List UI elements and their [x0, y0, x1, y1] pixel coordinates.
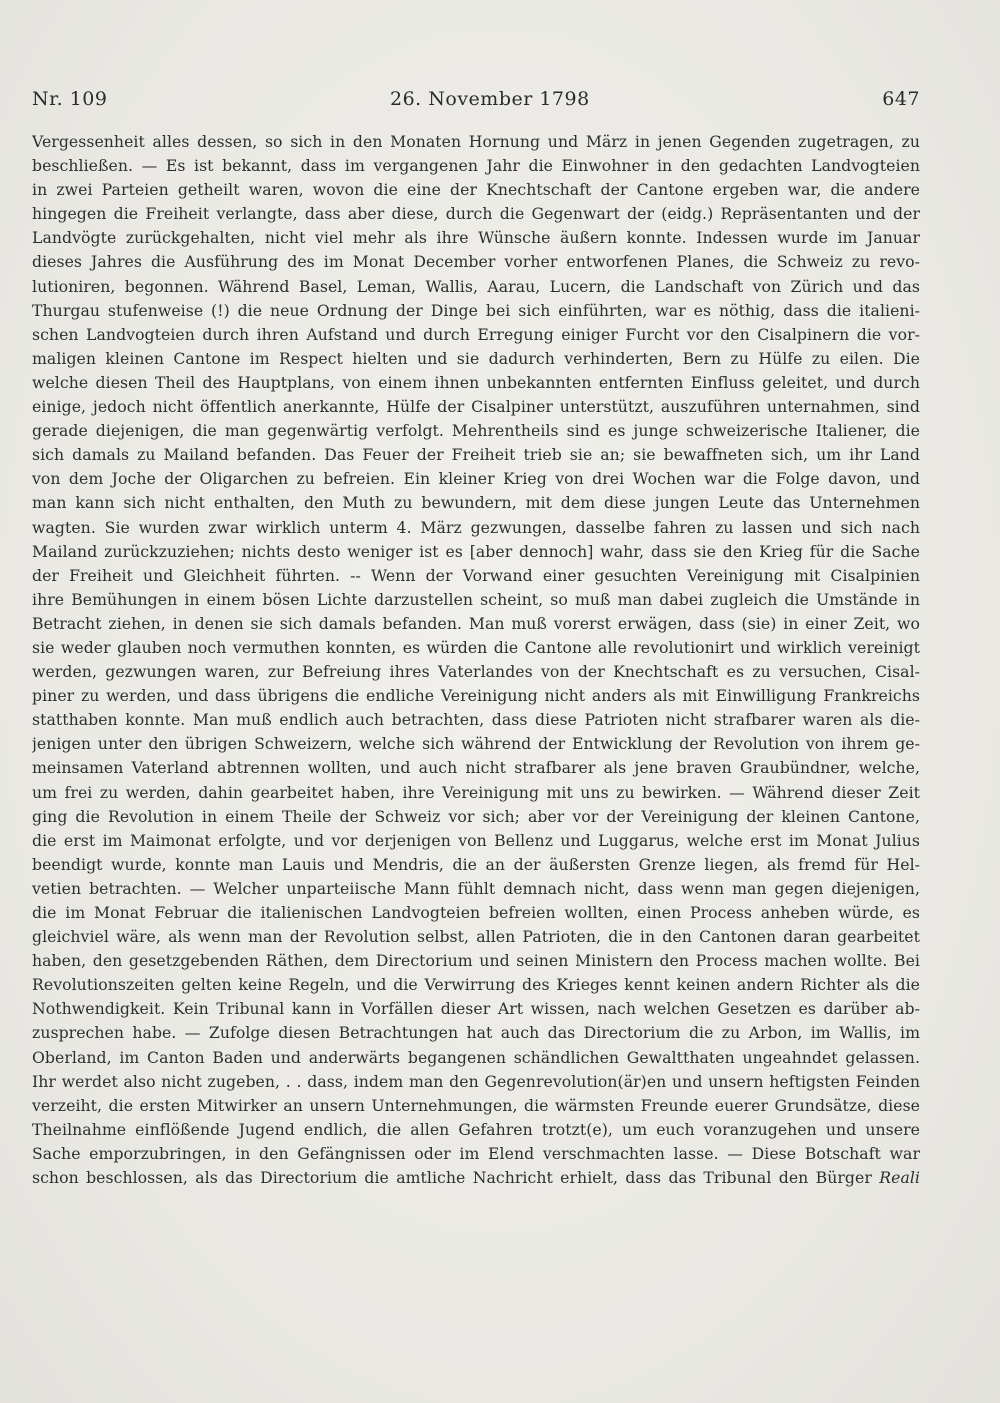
text-line [32, 564, 920, 588]
text-line-content: Ihr werdet also nicht zugeben, . . dass, indem man den Gegenrevolution(är)en und unsern heftigsten Feinden [32, 1071, 920, 1091]
text-line-content: vetien betrachten. — Welcher unparteiische Mann fühlt demnach nicht, dass wenn man gegen diejenigen, [32, 878, 920, 898]
text-line-content: gleichviel wäre, als wenn man der Revolution selbst, allen Patrioten, die in den Cantonen daran gearbeitet [32, 927, 920, 947]
text-line [32, 588, 920, 612]
text-line-content: ging die Revolution in einem Theile der Schweiz vor sich; aber vor der Vereinigung der kleinen Cantone, [32, 806, 920, 826]
text-line-content: beendigt wurde, konnte man Lauis und Mendris, die an der äußersten Grenze liegen, als fremd für Hel- [32, 854, 920, 874]
text-line-content: lutioniren, begonnen. Während Basel, Leman, Wallis, Aarau, Lucern, die Landschaft von Zürich und das [32, 276, 920, 296]
text-line [32, 371, 920, 395]
text-line [32, 732, 920, 756]
text-line [32, 853, 920, 877]
document-date: 26. November 1798 [390, 88, 590, 110]
page-header [32, 88, 920, 118]
text-line-content: Sache emporzubringen, in den Gefängnissen oder im Elend verschmachten lasse. — Diese Botschaft war [32, 1143, 920, 1163]
text-line-content: piner zu werden, und dass übrigens die endliche Vereinigung nicht anders als mit Einwilligung Frankreichs [32, 686, 920, 706]
text-line [32, 1166, 920, 1190]
text-line [32, 419, 920, 443]
text-line [32, 877, 920, 901]
text-line-content: schen Landvogteien durch ihren Aufstand und durch Erregung einiger Furcht vor den Cisalpinern die vor- [32, 324, 920, 344]
text-line [32, 829, 920, 853]
text-line [32, 684, 920, 708]
text-line-content: der Freiheit und Gleichheit führten. -- Wenn der Vorwand einer gesuchten Vereinigung mit Cisalpinien [32, 565, 920, 585]
text-line-content: werden, gezwungen waren, zur Befreiung ihres Vaterlandes von der Knechtschaft es zu versuchen, Cisal- [32, 662, 920, 682]
text-line-content: dieses Jahres die Ausführung des im Monat December vorher entworfenen Planes, die Schweiz zu revo- [32, 252, 920, 272]
text-line [32, 299, 920, 323]
text-line [32, 1021, 920, 1045]
text-line [32, 612, 920, 636]
text-line-content: Theilnahme einflößende Jugend endlich, die allen Gefahren trotzt(e), um euch voranzugehen und unsere [32, 1119, 920, 1139]
text-line [32, 660, 920, 684]
text-line [32, 1142, 920, 1166]
text-line [32, 443, 920, 467]
text-line-content: meinsamen Vaterland abtrennen wollten, und auch nicht strafbarer als jene braven Graubündner, welche, [32, 758, 920, 778]
text-line [32, 226, 920, 250]
text-line-content: verzeiht, die ersten Mitwirker an unsern Unternehmungen, die wärmsten Freunde euerer Grundsätze, diese [32, 1095, 920, 1115]
document-number: Nr. 109 [32, 88, 108, 110]
text-line [32, 516, 920, 540]
text-line-content: haben, den gesetzgebenden Räthen, dem Directorium und seinen Ministern den Process machen wollte. Bei [32, 951, 920, 971]
text-line [32, 973, 920, 997]
text-line [32, 323, 920, 347]
text-line [32, 250, 920, 274]
text-line [32, 1118, 920, 1142]
text-line-content: Revolutionszeiten gelten keine Regeln, und die Verwirrung des Krieges kennt keinen andern Richter als die [32, 975, 920, 995]
text-line-content: schon beschlossen, als das Directorium die amtliche Nachricht erhielt, dass das Tribunal den Bürger [32, 1168, 872, 1188]
text-line [32, 130, 920, 154]
text-line [32, 1094, 920, 1118]
text-line [32, 467, 920, 491]
text-line-content: wagten. Sie wurden zwar wirklich unterm 4. März gezwungen, dasselbe fahren zu lassen und sich nach [32, 517, 920, 537]
text-line [32, 491, 920, 515]
text-line-content: beschließen. — Es ist bekannt, dass im vergangenen Jahr die Einwohner in den gedachten Landvogteien [32, 156, 920, 176]
text-line [32, 756, 920, 780]
text-line-content: Mailand zurückzuziehen; nichts desto weniger ist es [aber dennoch] wahr, dass sie den Krieg für die Sache [32, 541, 920, 561]
text-line [32, 347, 920, 371]
text-line-content: einige, jedoch nicht öffentlich anerkannte, Hülfe der Cisalpiner unterstützt, auszuführen unternahmen, sind [32, 397, 920, 417]
body-text [32, 130, 920, 1190]
text-line-content: man kann sich nicht enthalten, den Muth zu bewundern, mit dem diese jungen Leute das Unternehmen [32, 493, 920, 513]
text-line-content: Nothwendigkeit. Kein Tribunal kann in Vorfällen dieser Art wissen, nach welchen Gesetzen es darüber ab- [32, 999, 920, 1019]
text-line [32, 901, 920, 925]
text-line-content: in zwei Parteien getheilt waren, wovon die eine der Knechtschaft der Cantone ergeben war, die andere [32, 180, 920, 200]
text-line-content: von dem Joche der Oligarchen zu befreien. Ein kleiner Krieg von drei Wochen war die Folge davon, und [32, 469, 920, 489]
text-line-content: maligen kleinen Cantone im Respect hielten und sie dadurch verhinderten, Bern zu Hülfe zu eilen. Die [32, 348, 920, 368]
text-line-content: jenigen unter den übrigen Schweizern, welche sich während der Entwicklung der Revolution von ihrem ge- [32, 734, 920, 754]
text-line-content: Oberland, im Canton Baden und anderwärts begangenen schändlichen Gewaltthaten ungeahndet gelassen. [32, 1047, 920, 1067]
text-line [32, 708, 920, 732]
text-line [32, 275, 920, 299]
text-line [32, 925, 920, 949]
text-line-content: zusprechen habe. — Zufolge diesen Betrachtungen hat auch das Directorium die zu Arbon, im Wallis, im [32, 1023, 920, 1043]
text-line [32, 636, 920, 660]
text-line-content: hingegen die Freiheit verlangte, dass aber diese, durch die Gegenwart der (eidg.) Repräsentanten und der [32, 204, 920, 224]
text-line-content: statthaben konnte. Man muß endlich auch betrachten, dass diese Patrioten nicht strafbarer waren als die- [32, 710, 920, 730]
text-line [32, 395, 920, 419]
text-line-content: Betracht ziehen, in denen sie sich damals befanden. Man muß vorerst erwägen, dass (sie) in einer Zeit, wo [32, 613, 920, 633]
text-line [32, 178, 920, 202]
text-line-content: die im Monat Februar die italienischen Landvogteien befreien wollten, einen Process anheben würde, es [32, 903, 920, 922]
text-line [32, 540, 920, 564]
text-line-content: ihre Bemühungen in einem bösen Lichte darzustellen scheint, so muß man dabei zugleich die Umstände in [32, 589, 920, 609]
text-line [32, 781, 920, 805]
text-line [32, 997, 920, 1021]
text-line-content: Vergessenheit alles dessen, so sich in den Monaten Hornung und März in jenen Gegenden zugetragen, zu [32, 132, 920, 151]
text-line-content: die erst im Maimonat erfolgte, und vor derjenigen von Bellenz und Luggarus, welche erst im Monat Julius [32, 830, 920, 850]
text-line [32, 805, 920, 829]
text-line-content: welche diesen Theil des Hauptplans, von einem ihnen unbekannten entfernten Einfluss geleitet, und durch [32, 372, 920, 392]
text-line [32, 1046, 920, 1070]
text-line [32, 1070, 920, 1094]
text-line-content: sich damals zu Mailand befanden. Das Feuer der Freiheit trieb sie an; sie bewaffneten sich, um ihr Land [32, 445, 920, 465]
text-line [32, 154, 920, 178]
text-line [32, 949, 920, 973]
text-line [32, 202, 920, 226]
text-line-content: Thurgau stufenweise (!) die neue Ordnung der Dinge bei sich einführten, war es nöthig, dass die italieni- [32, 300, 920, 320]
text-line-content: gerade diejenigen, die man gegenwärtig verfolgt. Mehrentheils sind es junge schweizerische Italiener, die [32, 421, 920, 441]
text-line-content: um frei zu werden, dahin gearbeitet haben, ihre Vereinigung mit uns zu bewirken. — Während dieser Zeit [32, 782, 920, 802]
page-number: 647 [882, 88, 920, 110]
text-line-content: Landvögte zurückgehalten, nicht viel mehr als ihre Wünsche äußern konnte. Indessen wurde im Januar [32, 228, 920, 248]
italic-name: Reali [879, 1168, 920, 1188]
text-line-content: sie weder glauben noch vermuthen konnten, es würden die Cantone alle revolutionirt und wirklich vereinigt [32, 637, 920, 657]
